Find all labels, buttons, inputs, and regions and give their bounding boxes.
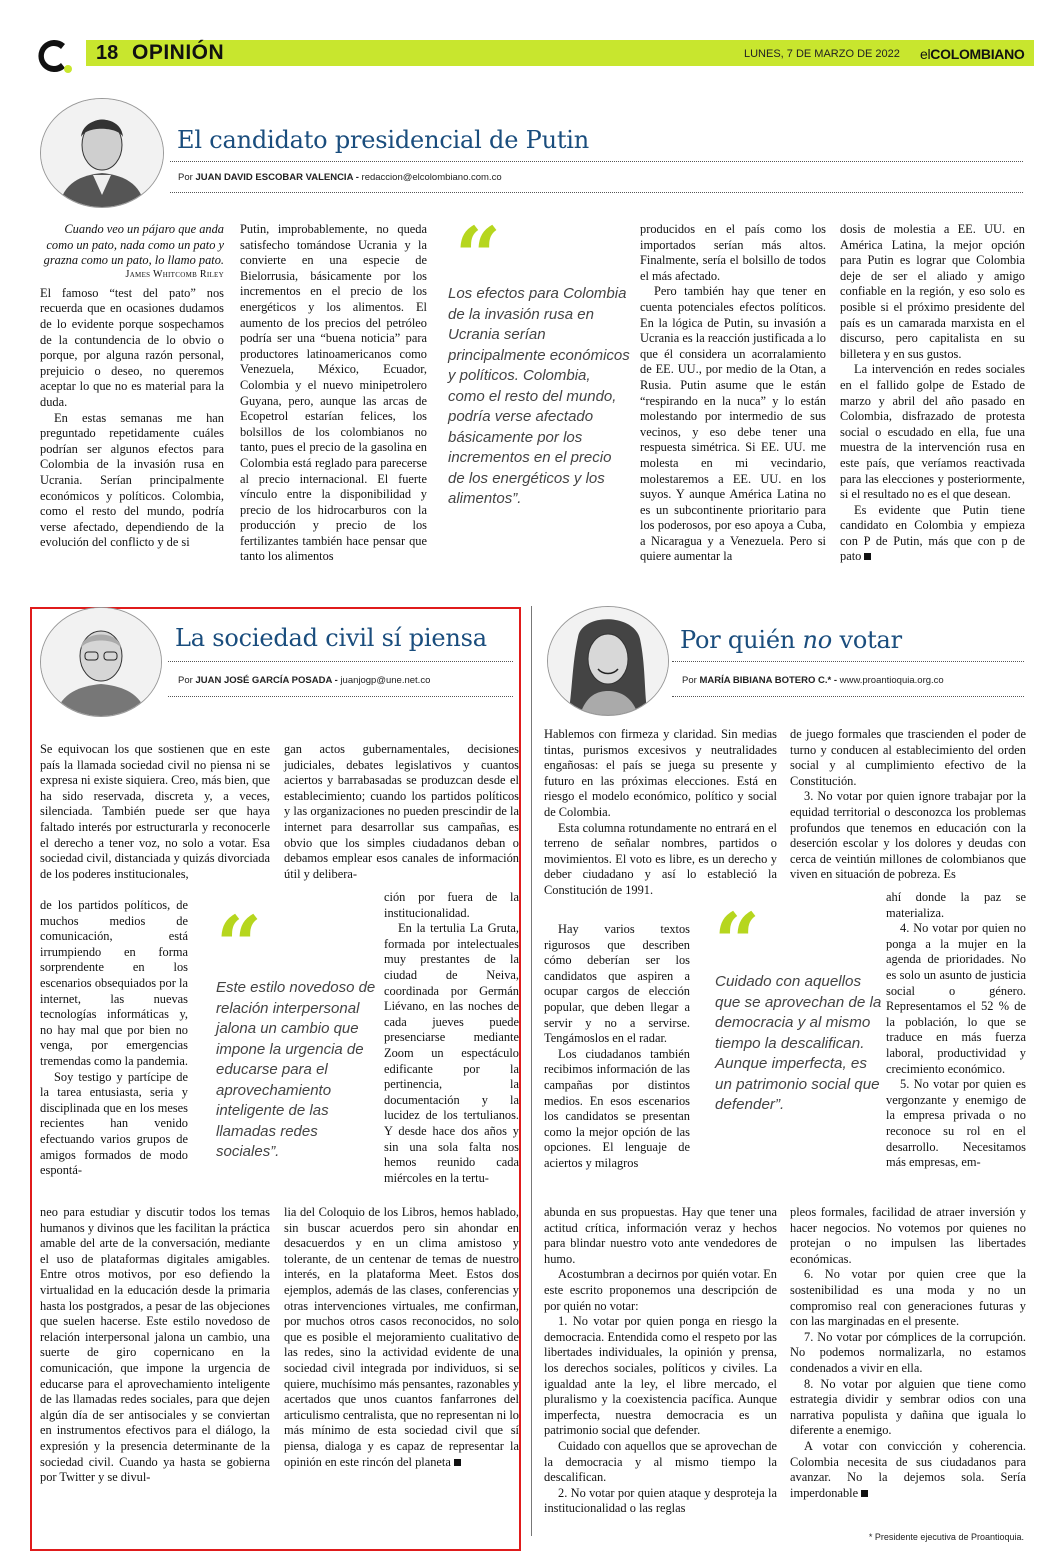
article-column [40, 898, 188, 1179]
paragraph: pleos formales, facilidad de atraer inversión y hacer negocios. No votemos por quienes no protejan o no impulsen las libertades económicas. [790, 1205, 1026, 1266]
paragraph: Putin, improbablemente, no queda satisfecho tomándose Ucrania y la convierte en una especie de Bielorrusia, básicamente por los incrementos en el precio de los energéticos y los alimentos. El aumento de los precios del petróleo podría ser una “buena noticia” para productores latinoamericanos como Venezuela, México, Ecuador, Colombia y el nuevo minipetrolero Guyana, pero, aunque las arcas de Ecopetrol estarían felices, los bolsillos de los colombianos no tanto, pues el precio de la gasolina en Colombia está reglado para parecerse al precio internacional. El fuerte vínculo entre la disponibilidad y precio de los hidrocarburos con la producción y precio de los fertilizantes también hace pensar que tanto los alimentos [240, 222, 427, 564]
article-byline: Por MARÍA BIBIANA BOTERO C.* - www.proantioquia.org.co [682, 675, 944, 686]
article-column [40, 742, 270, 882]
article-column [886, 890, 1026, 1171]
byline-divider [170, 192, 1023, 193]
paragraph: de los partidos políticos, de muchos medios de comunicación, está irrumpiendo en forma sorprendente en los escenarios obsequiados por la internet, las nuevas tecnologías informáticas y, no hay mal que por bien no venga, por emergencias tremendas como la pandemia. [40, 898, 188, 1068]
paragraph: Hablemos con firmeza y claridad. Sin medias tintas, purismos excesivos y neutralidades engañosas: el país se juega su presente y futuro en las próximas elecciones. Está en riesgo el modelo económico, político y social de Colombia. [544, 727, 777, 819]
column-text [40, 286, 224, 551]
column-rule [531, 606, 532, 1536]
paragraph: 8. No votar por alguien que tiene como estrategia dividir y sembrar odios con una narrativa populista y dañina que iguala lo diferente a enemigo. [790, 1376, 1026, 1438]
article-column [40, 1205, 270, 1486]
open-quote-icon: “ [216, 898, 263, 992]
paragraph: 6. No votar por quien cree que la sostenibilidad es una moda y no un compromiso real con generaciones futuras y con las marginadas en el presente. [790, 1267, 1026, 1329]
paragraph: 5. No votar por quien es vergonzante y enemigo de la empresa privada o no reconoce su rol en el desarrollo. Necesitamos más empresas, em- [886, 1077, 1026, 1170]
paragraph: Cuidado con aquellos que se aprovechan de la democracia y al mismo tiempo la descalifican. [544, 1438, 777, 1485]
author-portrait-garcia [40, 607, 162, 717]
paragraph: 4. No votar por quien no ponga a la mujer en la agenda de prioridades. No es solo un asunto de justicia social o género. Representamos el 52 % de la población, lo que se traduce en más fuerza laboral, productividad y crecimiento económico. [886, 921, 1026, 1076]
paragraph: Es evidente que Putin tiene candidato en Colombia y empieza con P de Putin, más que con p de pato [840, 502, 1025, 564]
paragraph: Se equivocan los que sostienen que en este país la llamada sociedad civil no piensa ni se expresa ni existe siquiera. Creo, más bien, que ha sido reservada, discreta y, a veces, silenciada. También puede ser que haya faltado interés por estructurarla y reconocerle el derecho a tener voz, no solo a votar. Esa sociedad civil, distanciada y quizás divorciada de los poderes institucionales, [40, 742, 270, 881]
article-column [840, 222, 1025, 565]
article-byline: Por JUAN DAVID ESCOBAR VALENCIA - redaccion@elcolombiano.com.co [178, 172, 502, 183]
paragraph: Acostumbran a decirnos por quién votar. En este escrito proponemos una descripción de por quién no votar: [544, 1267, 777, 1313]
article-column [544, 1205, 777, 1517]
issue-date: LUNES, 7 DE MARZO DE 2022 [744, 48, 900, 60]
paragraph: En la tertulia La Gruta, formada por intelectuales muy prestantes de la ciudad de Neiva, coordinada por Germán Liévano, en las noches de cada jueves puede presenciarse mediante Zoom un espectáculo edificante por la pertinencia, la documentación y la lucidez de los tertulianos. Y desde hace dos años y sin una sola falta nos hemos reunido cada miércoles en la tertu- [384, 921, 519, 1185]
article-byline: Por JUAN JOSÉ GARCÍA POSADA - juanjogp@une.net.co [178, 675, 431, 686]
paragraph: La intervención en redes sociales en el fallido golpe de Estado de marzo y abril del año pasado en Colombia, disfrazado de protesta social o escudado en ella, fue una muestra de la intervención rusa en este país, que veríamos reactivada para las elecciones y posteriormente, si el resultado no es el que desean. [840, 362, 1025, 502]
article-column [384, 890, 519, 1186]
el-colombiano-logo-icon [34, 36, 74, 76]
title-divider [672, 661, 1024, 662]
paragraph: de juego formales que trascienden el poder de turno y conducen al establecimiento del orden social y al cumplimiento efectivo de la Constitución. [790, 727, 1026, 788]
byline-divider [672, 696, 1024, 697]
paragraph: neo para estudiar y discutir todos los temas humanos y divinos que les facilitan la práctica amable del arte de la conversación, mediante el uso de plataformas digitales amigables. Entre otros motivos, por eso defiendo la virtualidad en la educación desde la primaria hasta los postgrados, a pesar de las objeciones que suelen hacerse. Este estilo novedoso de relación interpersonal jalona un cambio, una suerte de giro copernicano en la comunicación, que impone la urgencia de educarse para el aprovechamiento inteligente de las llamadas redes sociales, para que dejen algún día de ser antisociales y se conviertan en instrumentos efectivos para el diálogo, la expresión y la presencia determinante de la sociedad civil. Cuando ya hasta se gobierna por Twitter y se divul- [40, 1205, 270, 1485]
epigraph-author: James Whitcomb Riley [125, 268, 224, 280]
paragraph: lia del Coloquio de los Libros, hemos hablado, sin buscar acuerdos pero sin ahondar en desacuerdos y en un clima amistoso y tolerante, de un centenar de temas de nuestro interés, en la plataforma Meet. Estos dos ejemplos, además de las clases, conferencias y otras intervenciones virtuales, me confirman, por muchos otros casos reconocidos, no solo que es posible el mejoramiento cualitativo de las redes, sino la actividad evidente de una sociedad civil integrada por individuos, si se quiere, muchísimo más pensantes, razonables y acertados que unos cuantos fanfarrones del articulismo centralista, que no representan ni lo más mínimo de esta sociedad civil que sí piensa, dialoga y es capaz de representar la opinión en este rincón del planeta [284, 1205, 520, 1469]
page-number: 18 [96, 42, 119, 64]
paragraph: Hay varios textos rigurosos que describen cómo deberían ser los candidatos que aspiren a ocupar cargos de elección popular, que deben llegar a servir y no a servirse. Tengámoslos en el radar. [544, 922, 690, 1046]
section-title: OPINIÓN [132, 41, 225, 64]
article-column [544, 727, 777, 899]
open-quote-icon: “ [714, 895, 761, 989]
paragraph: gan actos gubernamentales, decisiones judiciales, debates legislativos y cuantos aciertos y barrabasadas se produzcan desde el establecimiento; cuando los partidos políticos y las organizaciones no pueden prescindir de la internet para desarrollar sus campañas, es obvio que los simples ciudadanos deban o debamos emplear esos canales de información útil y delibera- [284, 742, 519, 881]
end-mark-icon [454, 1459, 461, 1466]
paragraph: 3. No votar por quien ignore trabajar por la equidad territorial o desconozca los problemas profundos que tenemos en educación con la deserción escolar y los dolores y deudas con cerca de veintiún millones de colombianos que viven en situación de pobreza. Es [790, 789, 1026, 882]
paragraph: A votar con convicción y coherencia. Colombia necesita de sus ciudadanos para avanzar. No la dejemos sola. Sería imperdonable [790, 1438, 1026, 1500]
paragraph: dosis de molestia a EE. UU. en América Latina, la mejor opción para Putin es lograr que Colombia deje de ser el aliado y amigo confiable en la región, y eso solo es posible si el próximo presidente del país es un camarada marxista en el discurso, pero capitalista en su billetera y en sus gustos. [840, 222, 1025, 361]
paragraph: Esta columna rotundamente no entrará en el terreno de señalar nombres, partidos o movimientos. El voto es libre, es un derecho y deber ciudadano y así lo estableció la Constitución de 1991. [544, 820, 777, 897]
epigraph: Cuando veo un pájaro que anda como un pato, nada como un pato y grazna como un pato, lo llamo pato. [43, 222, 224, 268]
byline-divider [168, 696, 513, 697]
paragraph: Soy testigo y partícipe de la tarea entusiasta, seria y disciplinada que en los meses recientes han venido efectuando varios grupos de amigos formados de modo espontá- [40, 1069, 188, 1178]
article-column [40, 222, 224, 551]
paragraph: 1. No votar por quien ponga en riesgo la democracia. Entendida como el respeto por las libertades individuales, la opinión y prensa, los derechos sociales, políticos y civiles. La igualdad ante la ley, el libre mercado, el pluralismo y la coexistencia pacífica. Aunque imperfecta, nuestra democracia es un patrimonio social que defender. [544, 1314, 777, 1438]
end-mark-icon [861, 1490, 868, 1497]
author-portrait-botero [547, 606, 669, 716]
article-column [790, 1205, 1026, 1501]
article-column [790, 727, 1026, 883]
article-column [640, 222, 826, 565]
paragraph: Pero también hay que tener en cuenta potenciales efectos políticos. En la lógica de Putin, su invasión a Ucrania es la reacción justificada a lo que él considera un acorralamiento de EE. UU., por medio de la Otan, a Rusia. Putin asume que le están “respirando en la nuca” y lo están molestando por intermedio de sus vecinos, y eso debe tener una respuesta simétrica. Si EE. UU. me molesta en mi vecindario, molestaremos a EE. UU. en los suyos. Y aunque América Latina no es un subcontinente prioritario para los poderosos, por eso apoya a Cuba, a Nicaragua y a Venezuela. Pero si quiere aumentar la [640, 284, 826, 564]
article-title: La sociedad civil sí piensa [175, 624, 487, 652]
open-quote-icon: “ [455, 209, 502, 303]
article-column [284, 1205, 519, 1470]
paragraph: ahí donde la paz se materializa. [886, 890, 1026, 920]
article-title: Por quién no votar [680, 626, 902, 654]
title-divider [170, 161, 1023, 162]
article-title: El candidato presidencial de Putin [177, 126, 590, 154]
paragraph: ción por fuera de la institucionalidad. [384, 890, 519, 920]
article-column [240, 222, 427, 565]
brand-name: elCOLOMBIANO [920, 46, 1025, 62]
paragraph: 2. No votar por quien ataque y desproteja la institucionalidad o las reglas [544, 1485, 777, 1516]
article-column [284, 742, 519, 882]
paragraph: 7. No votar por cómplices de la corrupción. No podemos normalizarla, no estamos condenados a vivir en ella. [790, 1329, 1026, 1375]
article-column [544, 922, 690, 1172]
author-portrait-escobar [40, 98, 164, 208]
pull-quote: Este estilo novedoso de relación interpersonal jalona un cambio que impone la urgencia de educarse para el aprovechamiento inteligente de las llamadas redes sociales”. [216, 979, 376, 1160]
paragraph: Los ciudadanos también recibimos información de las campañas por distintos medios. En esos escenarios los candidatos se presentan como la mejor opción de las opciones. El lenguaje de aciertos y milagros [544, 1046, 690, 1170]
pull-quote: Los efectos para Colombia de la invasión rusa en Ucrania serían principalmente económicos y políticos. Colombia, como el resto del mundo, podría verse afectado básicamente por los incrementos en el precio de los energéticos y los alimentos”. [448, 285, 630, 507]
paragraph: El famoso “test del pato” nos recuerda que en ocasiones dudamos de lo evidente porque sospechamos de la contundencia de lo obvio o porque, por alguna razón personal, prejuicio o deseo, no queremos aceptar lo que no es material para la duda. [40, 285, 224, 409]
footnote: * Presidente ejecutiva de Proantioquia. [868, 1532, 1024, 1542]
paragraph: abunda en sus propuestas. Hay que tener una actitud crítica, información veraz y hechos para blindar nuestro voto ante vendedores de humo. [544, 1205, 777, 1266]
pull-quote: Cuidado con aquellos que se aprovechan de la democracia y al mismo tiempo la descalifican. Aunque imperfecta, es un patrimonio social que defender”. [715, 973, 882, 1113]
paragraph: En estas semanas me han preguntado repetidamente cuáles podrían ser algunos efectos para Colombia de la invasión rusa en Ucrania. Serían principalmente económicos y políticos. Colombia, como el resto del mundo, podría verse afectado, dependiendo de la evolución del conflicto y de si [40, 410, 224, 550]
end-mark-icon [864, 553, 871, 560]
title-divider [168, 661, 513, 662]
paragraph: producidos en el país como los importados serían más altos. Finalmente, sería el bolsillo de todos el más afectado. [640, 222, 826, 283]
